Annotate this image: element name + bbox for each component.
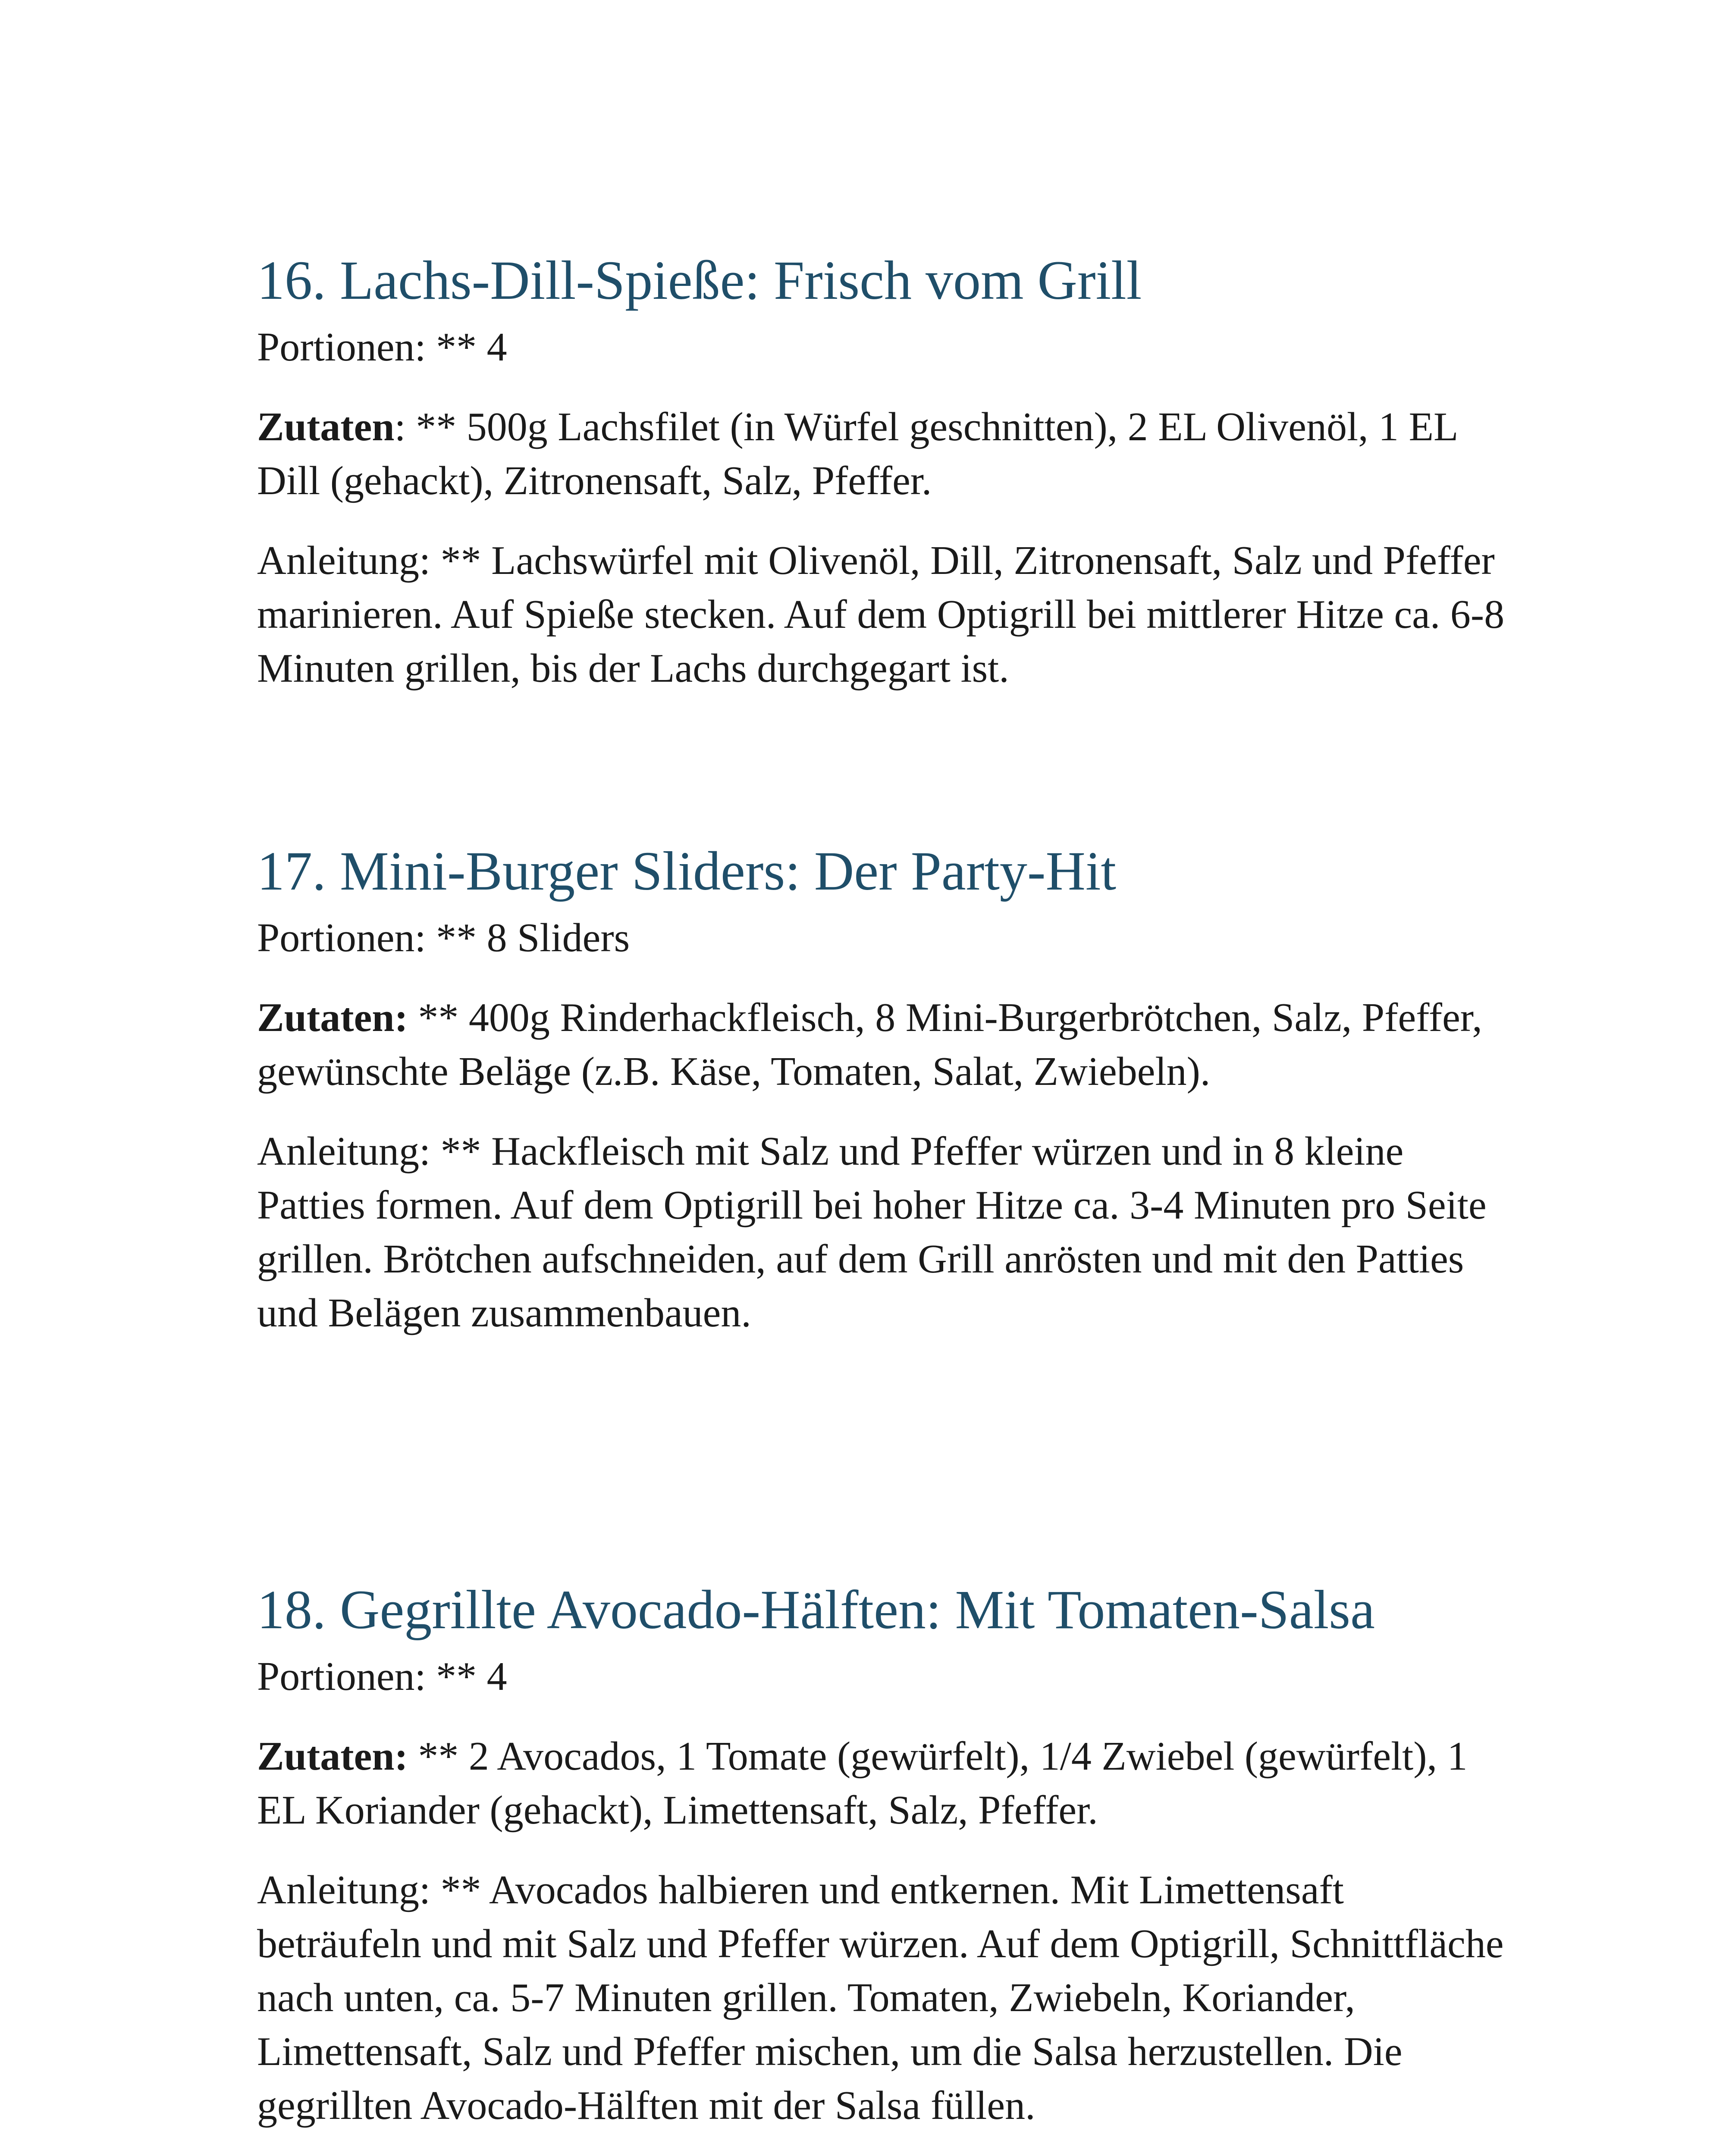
ingredients-label: Zutaten: <box>257 995 408 1040</box>
recipe-16 <box>257 248 1508 696</box>
ingredients-text: : ** 500g Lachsfilet (in Würfel geschnitten), 2 EL Olivenöl, 1 EL Dill (gehackt), Zitronensaft, Salz, Pfeffer. <box>257 404 1457 503</box>
recipe-title: 17. Mini-Burger Sliders: Der Party-Hit <box>257 840 1117 902</box>
recipe-title: 16. Lachs-Dill-Spieße: Frisch vom Grill <box>257 250 1142 311</box>
recipe-instructions: Anleitung: ** Hackfleisch mit Salz und Pfeffer würzen und in 8 kleine Patties formen. Auf dem Optigrill bei hoher Hitze ca. 3-4 Minuten pro Seite grillen. Brötchen aufschneiden, auf dem Grill anrösten und mit den Patties und Belägen zusammenbauen. <box>257 1129 1487 1335</box>
recipe-17 <box>257 839 1508 1340</box>
recipe-ingredients <box>257 400 1508 508</box>
recipe-ingredients <box>257 991 1508 1099</box>
ingredients-label: Zutaten: <box>257 1734 408 1779</box>
recipe-portions: Portionen: ** 4 <box>257 325 507 370</box>
ingredients-text: ** 2 Avocados, 1 Tomate (gewürfelt), 1/4 Zwiebel (gewürfelt), 1 EL Koriander (gehackt), Limettensaft, Salz, Pfeffer. <box>257 1734 1468 1833</box>
recipe-ingredients <box>257 1730 1508 1837</box>
recipe-portions: Portionen: ** 8 Sliders <box>257 915 630 960</box>
recipe-18 <box>257 1577 1508 2133</box>
ingredients-text: ** 400g Rinderhackfleisch, 8 Mini-Burgerbrötchen, Salz, Pfeffer, gewünschte Beläge (z.B. Käse, Tomaten, Salat, Zwiebeln). <box>257 995 1482 1094</box>
recipe-portions: Portionen: ** 4 <box>257 1654 507 1699</box>
recipe-instructions: Anleitung: ** Lachswürfel mit Olivenöl, Dill, Zitronensaft, Salz und Pfeffer marinieren. Auf Spieße stecken. Auf dem Optigrill bei mittlerer Hitze ca. 6-8 Minuten grillen, bis der Lachs durchgegart ist. <box>257 538 1505 691</box>
recipe-instructions: Anleitung: ** Avocados halbieren und entkernen. Mit Limettensaft beträufeln und mit Salz und Pfeffer würzen. Auf dem Optigrill, Schnittfläche nach unten, ca. 5-7 Minuten grillen. Tomaten, Zwiebeln, Koriander, Limettensaft, Salz und Pfeffer mischen, um die Salsa herzustellen. Die gegrillten Avocado-Hälften mit der Salsa füllen. <box>257 1868 1504 2128</box>
ingredients-label: Zutaten <box>257 404 395 449</box>
recipe-title: 18. Gegrillte Avocado-Hälften: Mit Tomaten-Salsa <box>257 1579 1375 1640</box>
